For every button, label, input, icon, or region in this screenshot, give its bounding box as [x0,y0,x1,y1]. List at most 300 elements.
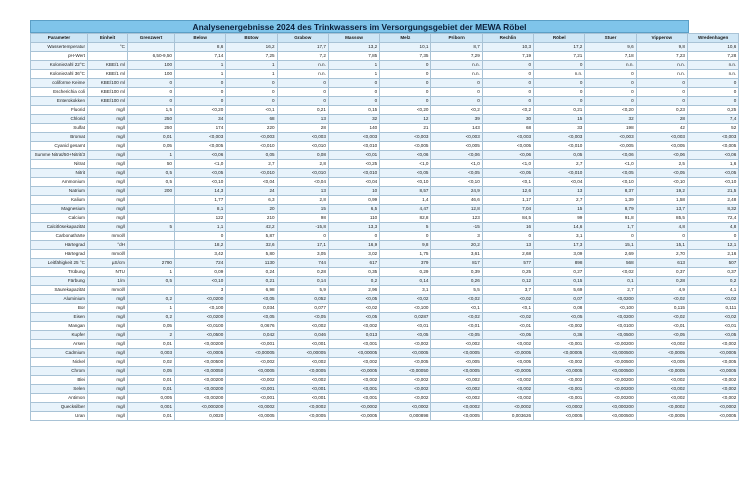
value-cell[interactable]: <0,20 [380,106,431,115]
unit-cell[interactable]: mg/l [88,223,128,232]
value-cell[interactable]: <0,0002 [636,403,687,412]
parameter-cell[interactable]: Cyanid gesamt [31,142,88,151]
value-cell[interactable]: <0,002 [636,376,687,385]
column-header[interactable]: Below [175,34,226,43]
value-cell[interactable]: 91,8 [585,214,636,223]
limit-cell[interactable]: 0,01 [128,340,175,349]
value-cell[interactable]: 0,08 [277,151,328,160]
value-cell[interactable]: <0,0002 [328,403,379,412]
column-header[interactable]: Grenzwert [128,34,175,43]
value-cell[interactable]: <0,00200 [175,340,226,349]
value-cell[interactable]: <0,001 [534,385,585,394]
value-cell[interactable]: <0,002 [534,322,585,331]
value-cell[interactable]: 7,18 [585,52,636,61]
value-cell[interactable]: 0,052 [277,295,328,304]
value-cell[interactable]: <0,005 [380,142,431,151]
value-cell[interactable]: <0,00200 [175,376,226,385]
unit-cell[interactable]: mg/l [88,340,128,349]
value-cell[interactable]: 0,05 [534,151,585,160]
value-cell[interactable]: <0,0005 [431,367,482,376]
limit-cell[interactable]: 0,05 [128,322,175,331]
value-cell[interactable]: 15,1 [585,241,636,250]
value-cell[interactable]: 10,1 [380,43,431,52]
value-cell[interactable]: <0,0002 [687,403,738,412]
parameter-cell[interactable]: Härtegrad [31,250,88,259]
value-cell[interactable]: <0,05 [636,331,687,340]
column-header[interactable]: Stuer [585,34,636,43]
value-cell[interactable]: 33 [534,124,585,133]
value-cell[interactable]: 0 [175,79,226,88]
value-cell[interactable]: <0,0005 [687,349,738,358]
value-cell[interactable]: <0,001 [534,340,585,349]
value-cell[interactable]: 0,21 [277,106,328,115]
unit-cell[interactable]: NTU [88,268,128,277]
value-cell[interactable]: 16,2 [226,43,277,52]
value-cell[interactable]: 7,25 [226,52,277,61]
value-cell[interactable]: 39 [431,115,482,124]
value-cell[interactable]: <0,05 [585,169,636,178]
value-cell[interactable]: 1,77 [175,196,226,205]
value-cell[interactable]: 8,6 [175,43,226,52]
value-cell[interactable]: 0 [585,79,636,88]
column-header[interactable]: Rechlin [482,34,533,43]
limit-cell[interactable]: 0,01 [128,385,175,394]
value-cell[interactable]: 7,4 [687,115,738,124]
value-cell[interactable]: 0,2 [328,277,379,286]
value-cell[interactable]: <0,02 [380,295,431,304]
limit-cell[interactable]: 2790 [128,259,175,268]
parameter-cell[interactable]: Blei [31,376,88,385]
value-cell[interactable]: 0,21 [226,277,277,286]
parameter-cell[interactable]: Koloniezahl 36°C [31,70,88,79]
column-header[interactable]: Melz [380,34,431,43]
value-cell[interactable]: <0,002 [380,340,431,349]
column-header[interactable]: Röbel [534,34,585,43]
value-cell[interactable]: <0,02 [687,295,738,304]
value-cell[interactable]: <0,000500 [585,367,636,376]
value-cell[interactable]: 13 [482,241,533,250]
value-cell[interactable]: <0,20 [175,106,226,115]
value-cell[interactable]: <0,003 [585,133,636,142]
value-cell[interactable]: 0,0020 [175,412,226,421]
value-cell[interactable]: 0 [380,70,431,79]
limit-cell[interactable] [128,205,175,214]
parameter-cell[interactable]: Koloniezahl 22°C [31,61,88,70]
value-cell[interactable]: <0,010 [534,169,585,178]
value-cell[interactable]: <1,0 [380,160,431,169]
value-cell[interactable]: <0,00005 [226,349,277,358]
value-cell[interactable]: 577 [482,259,533,268]
value-cell[interactable]: 4,9 [636,286,687,295]
value-cell[interactable]: 15 [534,115,585,124]
value-cell[interactable]: <0,00005 [534,349,585,358]
value-cell[interactable]: <0,005 [687,358,738,367]
value-cell[interactable]: 0 [328,88,379,97]
parameter-cell[interactable]: Nitrit [31,169,88,178]
unit-cell[interactable]: mg/l [88,403,128,412]
value-cell[interactable]: <0,000500 [585,412,636,421]
value-cell[interactable]: 379 [380,259,431,268]
value-cell[interactable]: <0,25 [328,160,379,169]
value-cell[interactable]: 10,3 [482,43,533,52]
value-cell[interactable]: n.n. [585,61,636,70]
limit-cell[interactable] [128,232,175,241]
value-cell[interactable]: <0,01 [482,322,533,331]
value-cell[interactable]: <0,003 [636,133,687,142]
value-cell[interactable]: 0,12 [482,277,533,286]
value-cell[interactable]: 15 [277,205,328,214]
value-cell[interactable]: <0,001 [328,340,379,349]
value-cell[interactable]: <0,00200 [175,385,226,394]
value-cell[interactable]: 32,6 [226,241,277,250]
parameter-cell[interactable]: Magnesium [31,205,88,214]
parameter-cell[interactable]: Bor [31,304,88,313]
value-cell[interactable]: <0,05 [482,169,533,178]
value-cell[interactable]: 0,24 [226,268,277,277]
limit-cell[interactable] [128,214,175,223]
value-cell[interactable]: <0,06 [380,151,431,160]
value-cell[interactable]: 0,21 [534,106,585,115]
value-cell[interactable]: <0,003 [175,133,226,142]
value-cell[interactable]: 30 [482,115,533,124]
value-cell[interactable]: <0,002 [431,385,482,394]
value-cell[interactable]: 0 [636,88,687,97]
value-cell[interactable]: 3,05 [277,250,328,259]
value-cell[interactable]: 0 [687,88,738,97]
value-cell[interactable]: <0,0002 [380,403,431,412]
value-cell[interactable]: 2,7 [226,160,277,169]
value-cell[interactable]: <0,002 [636,394,687,403]
value-cell[interactable]: 0,36 [534,331,585,340]
value-cell[interactable]: <0,06 [687,151,738,160]
value-cell[interactable]: <0,05 [431,169,482,178]
value-cell[interactable]: <0,0005 [636,412,687,421]
unit-cell[interactable]: °dH [88,241,128,250]
value-cell[interactable]: <0,000500 [585,349,636,358]
value-cell[interactable]: <0,002 [687,340,738,349]
value-cell[interactable]: 68 [226,115,277,124]
value-cell[interactable]: 174 [175,124,226,133]
limit-cell[interactable]: 0,05 [128,142,175,151]
value-cell[interactable]: 15 [534,205,585,214]
limit-cell[interactable]: 0,2 [128,313,175,322]
value-cell[interactable]: <0,02 [636,295,687,304]
value-cell[interactable]: 0 [277,232,328,241]
value-cell[interactable]: 2,68 [482,250,533,259]
parameter-cell[interactable]: Kalium [31,196,88,205]
value-cell[interactable]: 220 [226,124,277,133]
value-cell[interactable]: 13 [277,115,328,124]
value-cell[interactable]: <0,0005 [277,367,328,376]
value-cell[interactable]: 5,80 [226,250,277,259]
value-cell[interactable]: <0,0200 [175,313,226,322]
value-cell[interactable]: <0,04 [226,178,277,187]
value-cell[interactable]: 2,7 [534,160,585,169]
value-cell[interactable]: <0,003 [687,133,738,142]
value-cell[interactable]: 0 [175,88,226,97]
unit-cell[interactable]: mg/l [88,151,128,160]
column-header[interactable]: Vipperow [636,34,687,43]
parameter-cell[interactable]: Cadmium [31,349,88,358]
value-cell[interactable]: <0,001 [277,394,328,403]
value-cell[interactable]: 2,8 [277,196,328,205]
parameter-cell[interactable]: Aluminium [31,295,88,304]
value-cell[interactable]: 3 [175,286,226,295]
limit-cell[interactable]: 6,50-9,50 [128,52,175,61]
value-cell[interactable]: 0,37 [636,268,687,277]
value-cell[interactable]: <0,003 [482,133,533,142]
unit-cell[interactable]: mg/l [88,124,128,133]
value-cell[interactable]: 0 [380,97,431,106]
value-cell[interactable]: <0,002 [328,376,379,385]
value-cell[interactable]: <0,003 [431,133,482,142]
column-header[interactable]: Priborn [431,34,482,43]
value-cell[interactable]: 0,115 [636,304,687,313]
value-cell[interactable]: 0,15 [328,106,379,115]
unit-cell[interactable]: mg/l [88,196,128,205]
value-cell[interactable]: <0,00200 [585,385,636,394]
value-cell[interactable]: 98 [277,214,328,223]
value-cell[interactable]: <0,05 [380,331,431,340]
value-cell[interactable]: <0,002 [277,376,328,385]
value-cell[interactable]: <0,005 [175,142,226,151]
limit-cell[interactable]: 1,5 [128,106,175,115]
value-cell[interactable]: <0,005 [636,142,687,151]
value-cell[interactable]: 2,16 [687,250,738,259]
unit-cell[interactable]: KBE/1 ml [88,70,128,79]
value-cell[interactable]: 42,2 [226,223,277,232]
value-cell[interactable]: <0,002 [380,394,431,403]
value-cell[interactable]: 34 [175,115,226,124]
value-cell[interactable]: 0,07 [534,295,585,304]
value-cell[interactable]: 0 [636,97,687,106]
limit-cell[interactable]: 0,01 [128,133,175,142]
value-cell[interactable]: <0,002 [482,394,533,403]
value-cell[interactable]: 82,8 [380,214,431,223]
value-cell[interactable]: 0,000898 [380,412,431,421]
value-cell[interactable]: 13 [277,187,328,196]
parameter-cell[interactable]: Chlorid [31,115,88,124]
value-cell[interactable]: <0,002 [380,385,431,394]
value-cell[interactable]: <1,0 [585,160,636,169]
value-cell[interactable]: 143 [431,124,482,133]
value-cell[interactable]: 4,8 [687,223,738,232]
value-cell[interactable]: <0,0100 [175,322,226,331]
value-cell[interactable]: <0,0500 [175,331,226,340]
value-cell[interactable]: 3,61 [431,250,482,259]
parameter-cell[interactable]: Trübung [31,268,88,277]
value-cell[interactable]: n.n. [534,70,585,79]
unit-cell[interactable]: mg/l [88,160,128,169]
value-cell[interactable]: <0,01 [380,322,431,331]
value-cell[interactable]: <0,000200 [585,403,636,412]
value-cell[interactable]: 0 [175,232,226,241]
value-cell[interactable]: <0,02 [585,268,636,277]
value-cell[interactable]: 6,98 [226,286,277,295]
value-cell[interactable]: <0,05 [687,169,738,178]
value-cell[interactable]: <0,0005 [277,412,328,421]
value-cell[interactable]: 0,08 [534,304,585,313]
unit-cell[interactable]: mg/l [88,331,128,340]
limit-cell[interactable] [128,43,175,52]
value-cell[interactable]: 0 [482,88,533,97]
unit-cell[interactable]: mg/l [88,169,128,178]
limit-cell[interactable]: 50 [128,160,175,169]
value-cell[interactable]: <0,0005 [482,367,533,376]
column-header[interactable]: Einheit [88,34,128,43]
value-cell[interactable]: 0,0287 [380,313,431,322]
value-cell[interactable]: 68 [482,124,533,133]
value-cell[interactable]: 13,2 [328,43,379,52]
parameter-cell[interactable]: Nickel [31,358,88,367]
value-cell[interactable]: 20,2 [431,241,482,250]
value-cell[interactable]: 0,25 [482,268,533,277]
value-cell[interactable]: 617 [328,259,379,268]
value-cell[interactable]: 46,6 [431,196,482,205]
value-cell[interactable]: 122 [175,214,226,223]
value-cell[interactable]: <0,06 [585,151,636,160]
value-cell[interactable]: <0,05 [175,169,226,178]
value-cell[interactable]: 18,2 [175,241,226,250]
value-cell[interactable]: 17,3 [534,241,585,250]
value-cell[interactable]: <0,005 [482,358,533,367]
value-cell[interactable]: 32 [328,115,379,124]
value-cell[interactable]: <0,002 [328,358,379,367]
value-cell[interactable]: 0,05 [226,151,277,160]
column-header[interactable]: Grabow [277,34,328,43]
column-header[interactable]: Massow [328,34,379,43]
value-cell[interactable]: <0,20 [585,106,636,115]
parameter-cell[interactable]: Härtegrad [31,241,88,250]
value-cell[interactable]: <0,0005 [431,412,482,421]
unit-cell[interactable]: mmol/l [88,250,128,259]
value-cell[interactable]: 14,3 [175,187,226,196]
value-cell[interactable]: 1,4 [380,196,431,205]
value-cell[interactable]: <0,10 [175,277,226,286]
value-cell[interactable]: <0,100 [175,304,226,313]
value-cell[interactable]: <0,0005 [482,349,533,358]
value-cell[interactable]: <0,06 [636,151,687,160]
value-cell[interactable]: 724 [175,259,226,268]
value-cell[interactable]: <0,05 [687,331,738,340]
value-cell[interactable]: n.n. [431,70,482,79]
value-cell[interactable]: <0,001 [534,394,585,403]
value-cell[interactable]: 9,6 [585,43,636,52]
value-cell[interactable]: <0,0500 [585,331,636,340]
value-cell[interactable]: 12,8 [431,205,482,214]
unit-cell[interactable]: mg/l [88,385,128,394]
value-cell[interactable]: 5,5 [431,286,482,295]
value-cell[interactable]: 744 [277,259,328,268]
value-cell[interactable]: <0,05 [277,313,328,322]
value-cell[interactable]: 507 [687,259,738,268]
unit-cell[interactable]: mg/l [88,295,128,304]
value-cell[interactable]: <0,10 [431,178,482,187]
value-cell[interactable]: 9,8 [636,43,687,52]
value-cell[interactable]: 0 [226,79,277,88]
value-cell[interactable]: <0,005 [636,358,687,367]
value-cell[interactable]: 12 [380,115,431,124]
value-cell[interactable]: 7,23 [636,52,687,61]
value-cell[interactable]: <0,04 [277,178,328,187]
value-cell[interactable]: <0,02 [482,313,533,322]
unit-cell[interactable]: °C [88,43,128,52]
value-cell[interactable]: <0,0005 [175,349,226,358]
value-cell[interactable]: <0,002 [687,394,738,403]
value-cell[interactable]: 5,87 [226,232,277,241]
value-cell[interactable]: 13 [534,187,585,196]
value-cell[interactable]: 1 [175,61,226,70]
value-cell[interactable]: <0,06 [431,151,482,160]
value-cell[interactable]: 0 [482,232,533,241]
value-cell[interactable]: 0 [328,97,379,106]
value-cell[interactable]: <0,100 [585,304,636,313]
value-cell[interactable]: <0,1 [431,304,482,313]
value-cell[interactable]: 2,7 [534,196,585,205]
value-cell[interactable]: 7,14 [175,52,226,61]
limit-cell[interactable]: 0,02 [128,358,175,367]
parameter-cell[interactable]: Arsen [31,340,88,349]
value-cell[interactable]: <0,00050 [175,367,226,376]
limit-cell[interactable]: 200 [128,187,175,196]
value-cell[interactable]: <0,002 [687,385,738,394]
value-cell[interactable]: <0,10 [380,178,431,187]
value-cell[interactable]: 0 [687,97,738,106]
value-cell[interactable]: 198 [585,124,636,133]
value-cell[interactable]: 0,25 [687,106,738,115]
unit-cell[interactable]: mg/l [88,205,128,214]
value-cell[interactable]: <0,0200 [585,295,636,304]
value-cell[interactable]: 0,14 [380,277,431,286]
value-cell[interactable]: 0,111 [687,304,738,313]
unit-cell[interactable]: mg/l [88,115,128,124]
limit-cell[interactable]: 0,5 [128,178,175,187]
value-cell[interactable]: <0,002 [687,376,738,385]
value-cell[interactable]: 3,02 [328,250,379,259]
parameter-cell[interactable]: Färbung [31,277,88,286]
value-cell[interactable]: <0,002 [534,376,585,385]
value-cell[interactable]: <0,05 [328,295,379,304]
value-cell[interactable]: -15,8 [277,223,328,232]
value-cell[interactable]: 0,28 [636,277,687,286]
value-cell[interactable]: <0,02 [431,295,482,304]
value-cell[interactable]: 0,003626 [482,412,533,421]
parameter-cell[interactable]: Säurekapazität [31,286,88,295]
value-cell[interactable]: <0,0005 [328,412,379,421]
value-cell[interactable]: 4,8 [636,223,687,232]
value-cell[interactable]: 6,5 [328,205,379,214]
limit-cell[interactable]: 0,003 [128,349,175,358]
value-cell[interactable]: 0 [534,97,585,106]
value-cell[interactable]: 8,57 [380,187,431,196]
parameter-cell[interactable]: Summe Nitrat/50+Nitrit/3 [31,151,88,160]
value-cell[interactable]: <0,2 [431,106,482,115]
value-cell[interactable]: 52 [687,124,738,133]
value-cell[interactable]: n.n. [687,70,738,79]
limit-cell[interactable]: 5 [128,223,175,232]
value-cell[interactable]: 7,21 [534,52,585,61]
value-cell[interactable]: <0,002 [380,376,431,385]
value-cell[interactable]: 2,96 [328,286,379,295]
limit-cell[interactable]: 250 [128,124,175,133]
value-cell[interactable]: <0,2 [482,106,533,115]
value-cell[interactable]: <0,100 [380,304,431,313]
value-cell[interactable]: <0,001 [277,385,328,394]
value-cell[interactable]: 85,5 [636,214,687,223]
value-cell[interactable]: <0,00050 [380,367,431,376]
value-cell[interactable]: n.n. [277,61,328,70]
value-cell[interactable]: 0,27 [534,268,585,277]
